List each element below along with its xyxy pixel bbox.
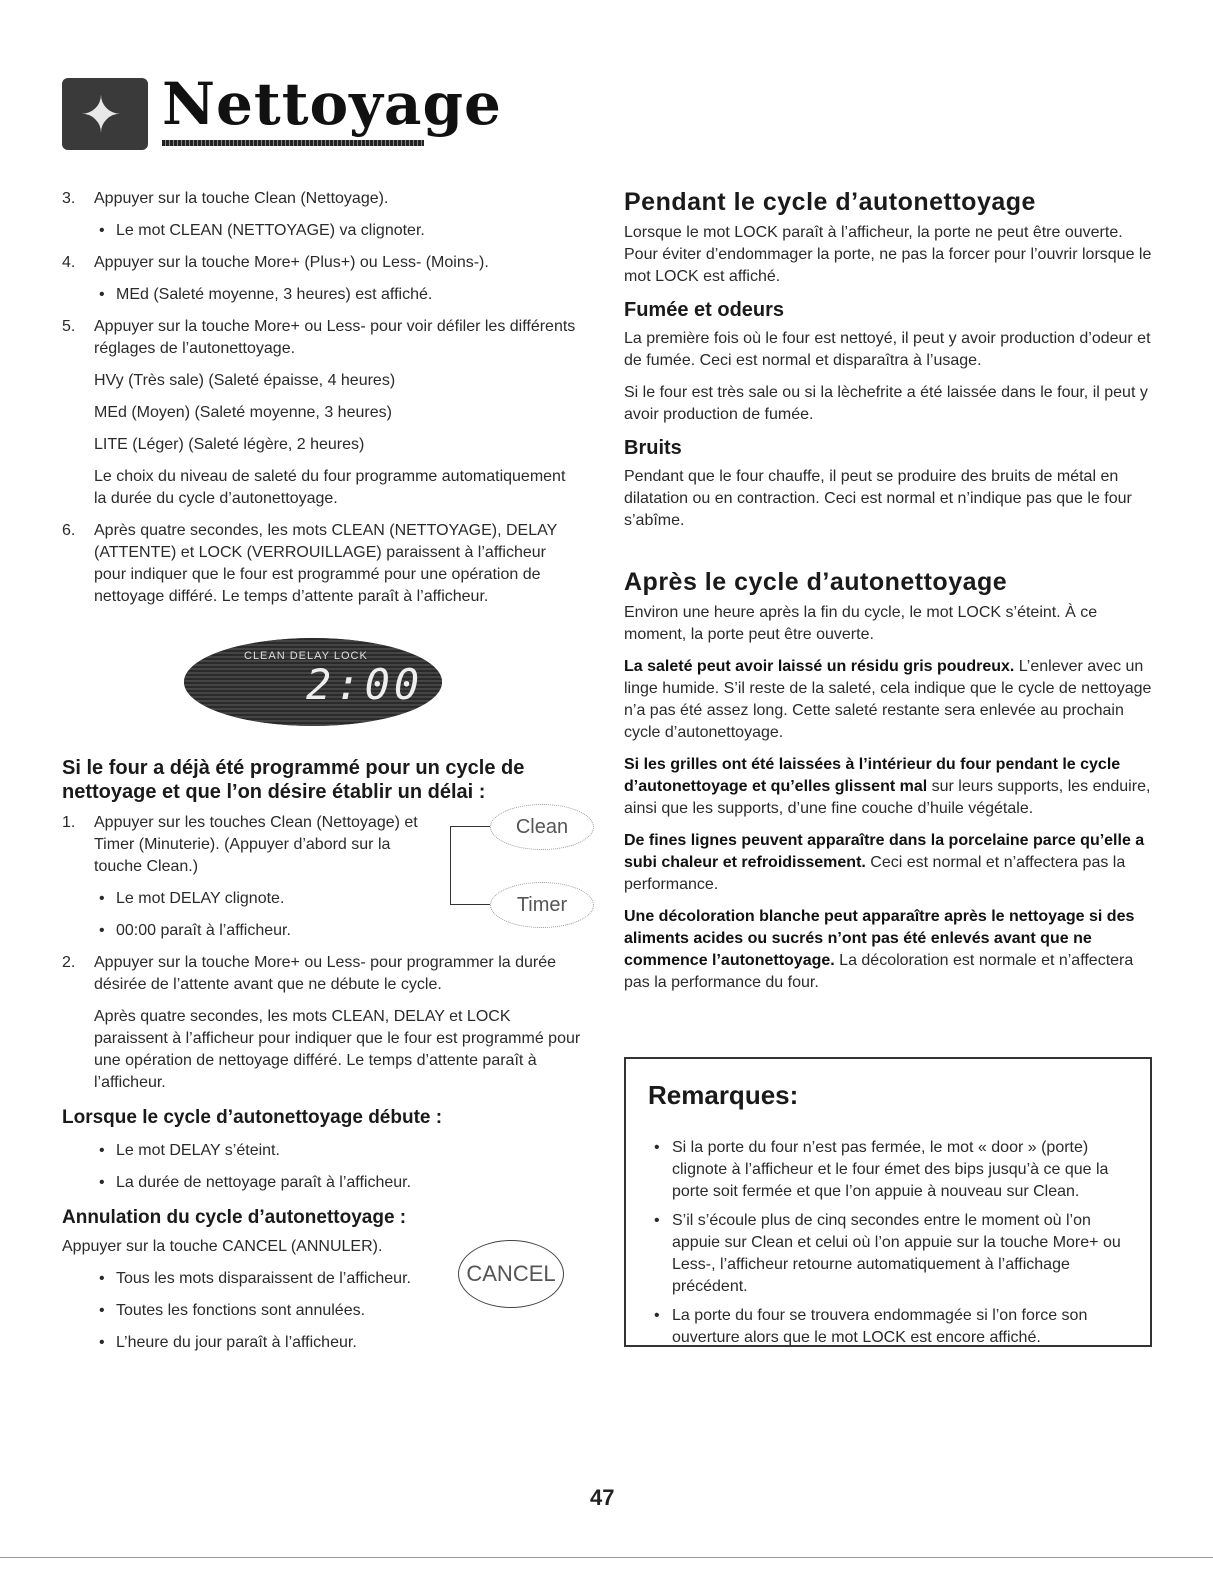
connector-line-top: [450, 826, 490, 827]
remarques-heading: Remarques:: [648, 1080, 799, 1110]
remarques-box: [624, 1057, 1152, 1347]
display-digits: 2:00: [306, 660, 424, 709]
level-med: MEd (Moyen) (Saleté moyenne, 3 heures): [94, 404, 392, 421]
level-hvy: HVy (Très sale) (Saleté épaisse, 4 heures): [94, 372, 396, 389]
step-5-note: Le choix du niveau de saleté du four programme automatiquement la durée du cycle d’autonettoyage.: [94, 468, 566, 507]
timer-key-icon: Timer: [490, 882, 594, 928]
delay-step-1: 1. Appuyer sur les touches Clean (Nettoyage) et Timer (Minuterie). (Appuyer d’abord sur la touche Clean.): [62, 814, 418, 875]
delay-heading: Si le four a déjà été programmé pour un cycle de nettoyage et que l’on désire établir un délai :: [62, 757, 525, 803]
step-5: 5. Appuyer sur la touche More+ ou Less- pour voir défiler les différents réglages de l’autonettoyage.: [62, 318, 576, 357]
right-column: [624, 188, 1154, 994]
remarque-item: • La porte du four se trouvera endommagée si l’on force son ouverture alors que le mot LOCK est encore affiché.: [648, 1305, 1136, 1349]
bottom-divider: [0, 1557, 1213, 1558]
delay-step-2: 2. Appuyer sur la touche More+ ou Less- pour programmer la durée désirée de l’attente avant que ne débute le cycle.: [62, 954, 557, 993]
delay-step-2-note: Après quatre secondes, les mots CLEAN, DELAY et LOCK paraissent à l’afficheur pour indiquer que le four est programmé pour une opération de nettoyage différé. Le temps d’attente paraît à l’afficheur.: [94, 1008, 581, 1091]
delay-bullet-2: • 00:00 paraît à l’afficheur.: [62, 920, 582, 942]
cancel-section: [62, 1236, 582, 1354]
step-6: 6. Après quatre secondes, les mots CLEAN (NETTOYAGE), DELAY (ATTENTE) et LOCK (VERROUILLAGE) paraissent à l’afficheur pour indiquer que le four est programmé pour une opération de nettoyage différé. Le temps d’attente paraît à l’afficheur.: [62, 522, 557, 605]
during-text: Lorsque le mot LOCK paraît à l’afficheur, la porte ne peut être ouverte. Pour éviter d’endommager la porte, ne pas la forcer pour l’ouvrir lorsque le mot LOCK est affiché.: [624, 224, 1152, 285]
after-heading: Après le cycle d’autonettoyage: [624, 568, 1008, 596]
remarque-item: • S’il s’écoule plus de cinq secondes entre le moment où l’on appuie sur Clean et celui où l’on appuie sur la touche More+ ou Less-, l’afficheur retourne automatiquement à l’affichage précédent.: [648, 1210, 1136, 1298]
smoke-text-2: Si le four est très sale ou si la lèchefrite a été laissée dans le four, il peut y avoir production de fumée.: [624, 384, 1148, 423]
after-text: Environ une heure après la fin du cycle, le mot LOCK s’éteint. À ce moment, la porte peut être ouverte.: [624, 604, 1098, 643]
clean-key-icon: Clean: [490, 804, 594, 850]
cleaning-logo-icon: ✦: [62, 78, 148, 150]
noise-text: Pendant que le four chauffe, il peut se produire des bruits de métal en dilatation ou en contraction. Ceci est normal et n’indique pas que le four s’abîme.: [624, 468, 1132, 529]
step-3-bullet: • Le mot CLEAN (NETTOYAGE) va clignoter.: [62, 220, 582, 242]
during-heading: Pendant le cycle d’autonettoyage: [624, 188, 1036, 216]
step-4-bullet: • MEd (Saleté moyenne, 3 heures) est affiché.: [62, 284, 582, 306]
delay-bullet-1: • Le mot DELAY clignote.: [62, 888, 582, 910]
smoke-text-1: La première fois où le four est nettoyé, il peut y avoir production d’odeur et de fumée. Ceci est normal et disparaîtra à l’usage.: [624, 330, 1151, 369]
start-heading: Lorsque le cycle d’autonettoyage débute :: [62, 1107, 443, 1128]
page-number: 47: [590, 1485, 615, 1510]
title-underline: [162, 140, 424, 146]
remarque-item: • Si la porte du four n’est pas fermée, le mot « door » (porte) clignote à l’afficheur et le four émet des bips jusqu’à ce que la porte soit fermée et que l’on appuie à nouveau sur Clean.: [648, 1137, 1136, 1203]
after-paragraph-4: Une décoloration blanche peut apparaître après le nettoyage si des aliments acides ou sucrés n’ont pas été enlevés avant que ne commence l’autonettoyage. La décoloration est normale et n’affectera pas la performance du four.: [624, 908, 1135, 991]
after-paragraph-1: La saleté peut avoir laissé un résidu gris poudreux. L’enlever avec un linge humide. S’il reste de la saleté, cela indique que le cycle de nettoyage n’a pas été assez long. Cette saleté restante sera enlevée au prochain cycle d’autonettoyage.: [624, 658, 1152, 741]
page-header: [62, 70, 502, 160]
cancel-key-icon: CANCEL: [458, 1240, 564, 1308]
display-words: CLEAN DELAY LOCK: [244, 650, 368, 662]
connector-line: [450, 826, 451, 904]
page-title: Nettoyage: [162, 70, 502, 138]
level-lite: LITE (Léger) (Saleté légère, 2 heures): [94, 436, 365, 453]
cancel-bullet-3: • L’heure du jour paraît à l’afficheur.: [62, 1332, 582, 1354]
delay-section: [62, 812, 582, 942]
after-paragraph-2: Si les grilles ont été laissées à l’intérieur du four pendant le cycle d’autonettoyage et qu’elles glissent mal sur leurs supports, les enduire, ainsi que les supports, d’une fine couche d’huile végétale.: [624, 756, 1151, 817]
cancel-bullet-1: • Tous les mots disparaissent de l’afficheur.: [62, 1268, 582, 1290]
step-4: 4. Appuyer sur la touche More+ (Plus+) ou Less- (Moins-).: [62, 254, 489, 271]
left-column: [62, 188, 582, 1354]
remarques-list: [648, 1137, 1136, 1356]
start-bullet-2: • La durée de nettoyage paraît à l’afficheur.: [62, 1172, 582, 1194]
cancel-heading: Annulation du cycle d’autonettoyage :: [62, 1207, 407, 1228]
connector-line-bottom: [450, 904, 490, 905]
cancel-intro: Appuyer sur la touche CANCEL (ANNULER).: [62, 1238, 383, 1255]
cancel-bullet-2: • Toutes les fonctions sont annulées.: [62, 1300, 582, 1322]
smoke-heading: Fumée et odeurs: [624, 299, 785, 321]
noise-heading: Bruits: [624, 437, 682, 459]
start-bullet-1: • Le mot DELAY s’éteint.: [62, 1140, 582, 1162]
oven-display-illustration: [184, 638, 442, 726]
step-3: 3. Appuyer sur la touche Clean (Nettoyage).: [62, 190, 389, 207]
after-paragraph-3: De fines lignes peuvent apparaître dans la porcelaine parce qu’elle a subi chaleur et refroidissement. Ceci est normal et n’affectera pas la performance.: [624, 832, 1145, 893]
